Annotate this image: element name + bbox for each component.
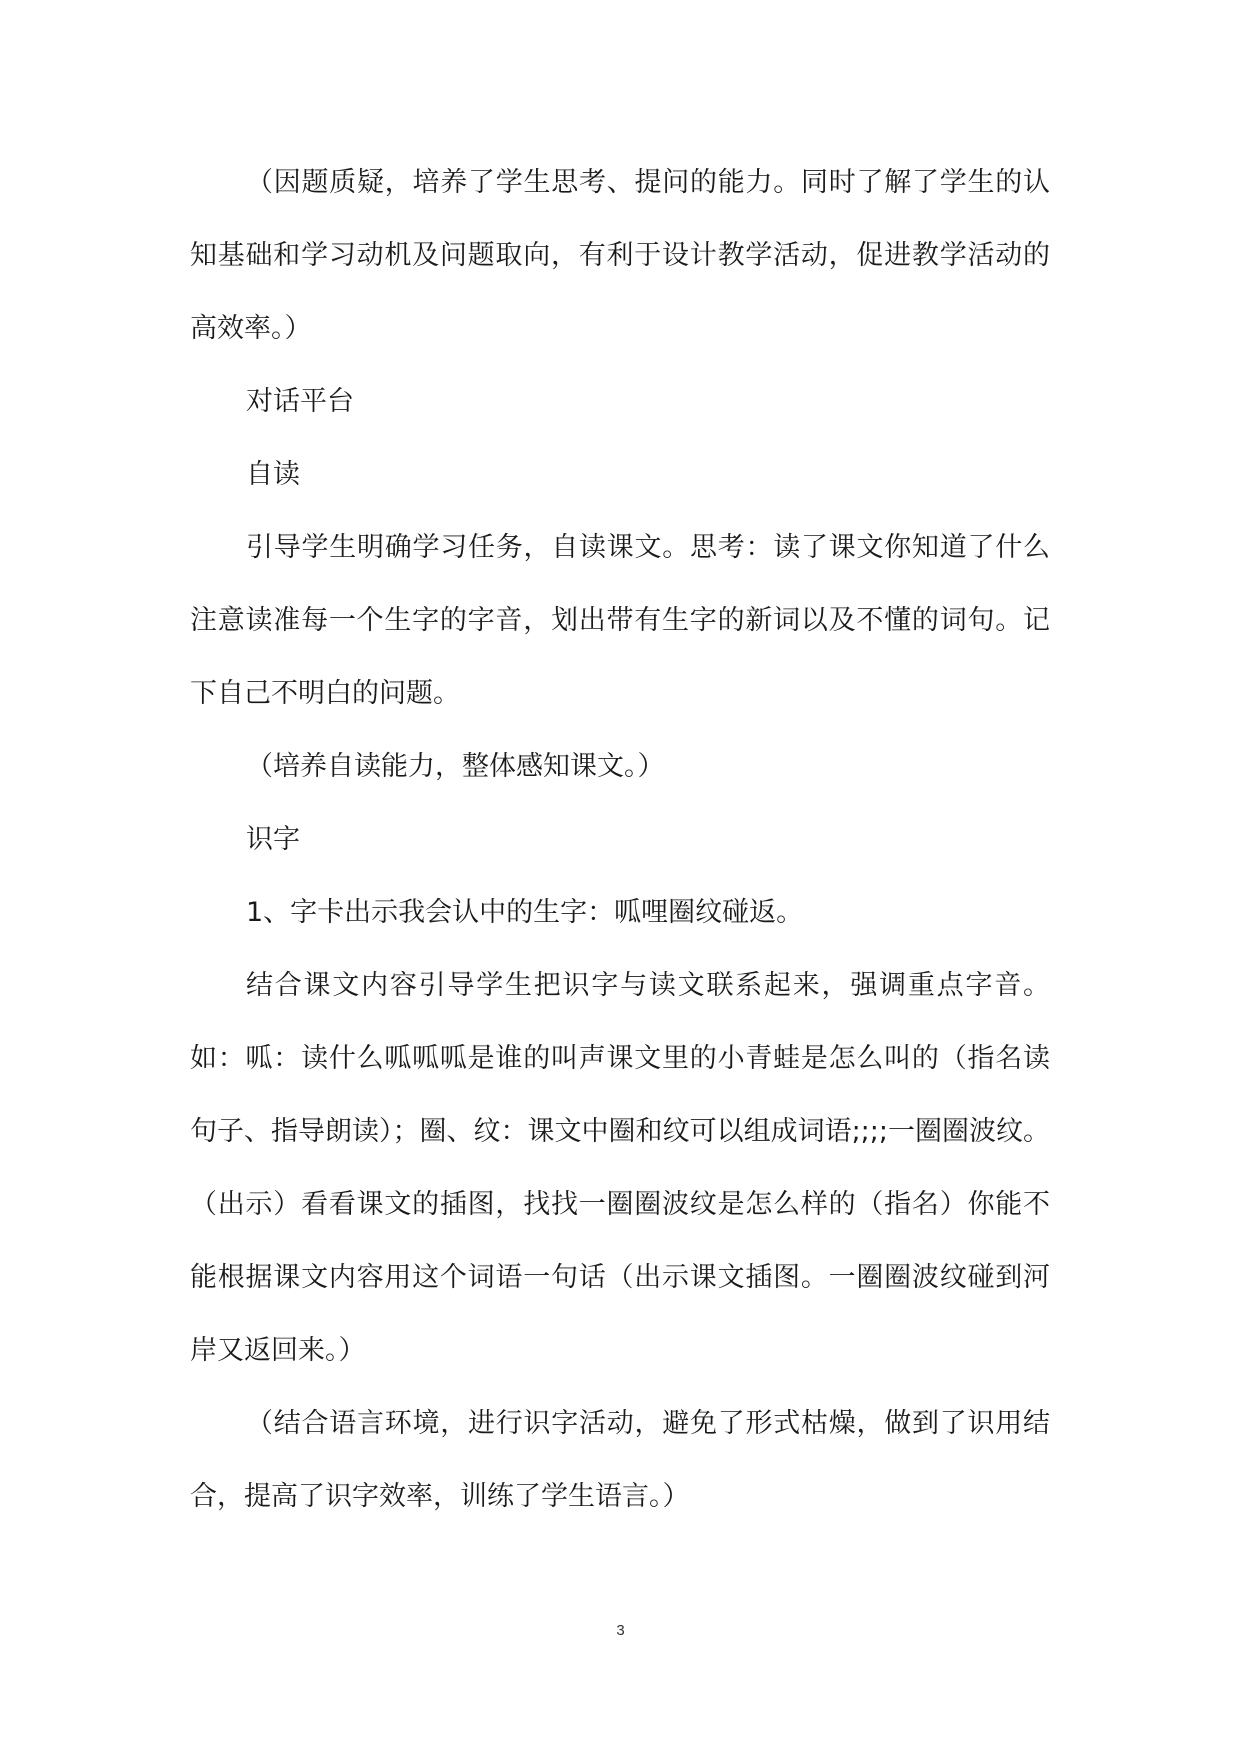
body-text [190,146,1050,1533]
paragraph-heading-dialogue-platform: 对话平台 [246,386,354,417]
page-number: 3 [616,1622,625,1639]
paragraph-design-note-literacy: （结合语言环境，进行识字活动，避免了形式枯燥，做到了识用结合，提高了识字效率，训练了学生语言。） [190,1408,1050,1512]
paragraph-heading-self-reading: 自读 [246,459,300,490]
paragraph-design-note-questioning: （因题质疑，培养了学生思考、提问的能力。同时了解了学生的认知基础和学习动机及问题取向，有利于设计教学活动，促进教学活动的高效率。） [190,167,1050,344]
paragraph-design-note-self-reading: （培养自读能力，整体感知课文。） [246,751,665,782]
paragraph-heading-literacy: 识字 [246,824,300,855]
paragraph-literacy-guidance: 结合课文内容引导学生把识字与读文联系起来，强调重点字音。如：呱：读什么呱呱呱是谁的叫声课文里的小青蛙是怎么叫的（指名读句子、指导朗读）；圈、纹：课文中圈和纹可以组成词语;;;;一圈圈波纹。（出示）看看课文的插图，找找一圈圈波纹是怎么样的（指名）你能不能根据课文内容用这个词语一句话（出示课文插图。一圈圈波纹碰到河岸又返回来。） [190,970,1050,1366]
paragraph-self-reading-instructions: 引导学生明确学习任务，自读课文。思考：读了课文你知道了什么注意读准每一个生字的字音，划出带有生字的新词以及不懂的词句。记下自己不明白的问题。 [190,532,1050,709]
paragraph-character-cards: 1、字卡出示我会认中的生字：呱哩圈纹碰返。 [246,897,804,928]
